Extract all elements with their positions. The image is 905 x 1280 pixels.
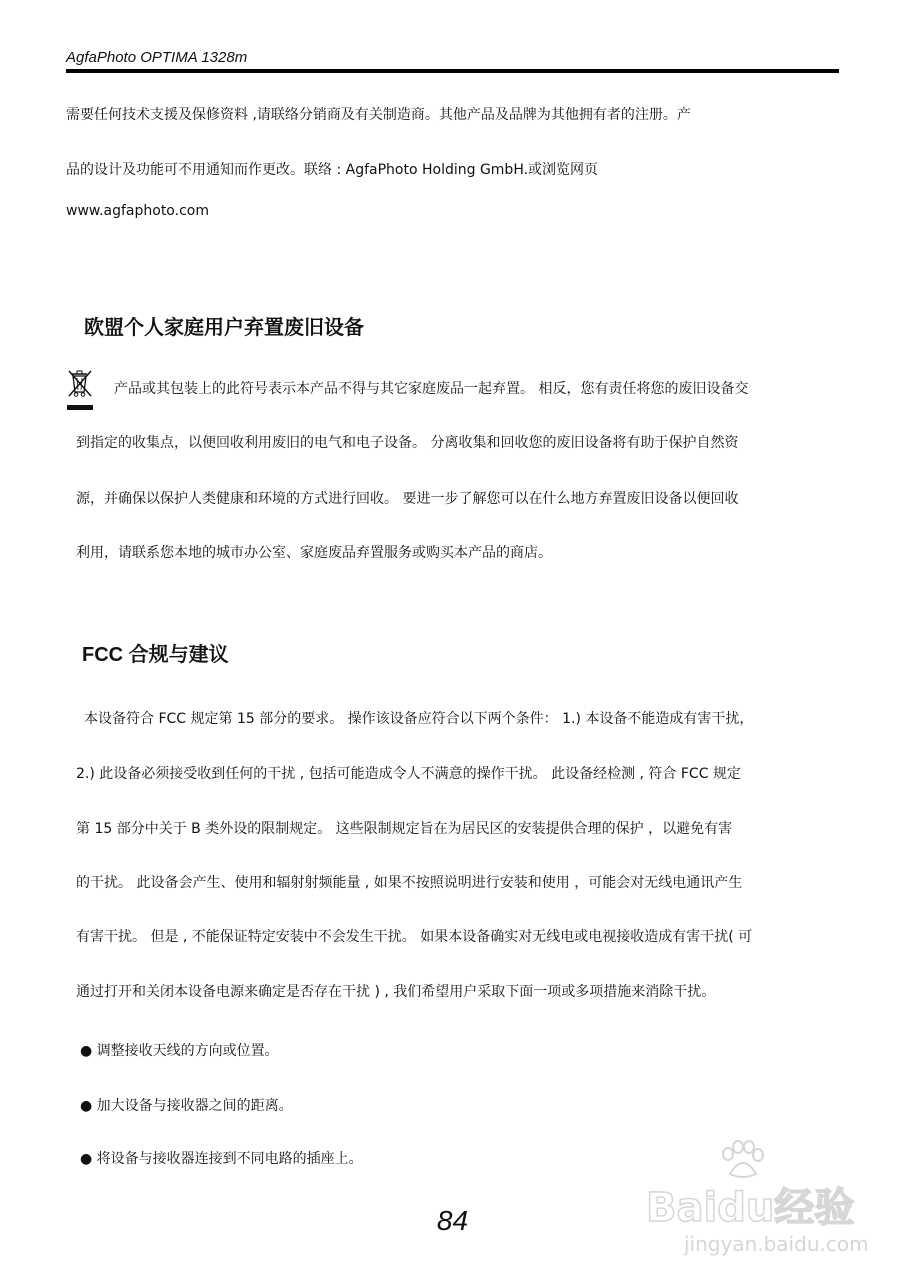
fcc-bullet-item: ● 调整接收天线的方向或位置。 — [80, 1043, 279, 1059]
paw-icon — [718, 1140, 766, 1180]
fcc-bullet-item: ● 加大设备与接收器之间的距离。 — [80, 1098, 293, 1114]
intro-line-1: 需要任何技术支援及保修资料 ,请联络分销商及有关制造商。其他产品及品牌为其他拥有者的注册。产 — [66, 107, 691, 123]
watermark-brand: Baidu经验 — [646, 1185, 855, 1231]
weee-paragraph-line: 利用，请联系您本地的城市办公室、家庭废品弃置服务或购买本产品的商店。 — [76, 545, 552, 561]
document-header-title: AgfaPhoto OPTIMA 1328m — [66, 49, 248, 66]
watermark-url: jingyan.baidu.com — [684, 1232, 869, 1256]
fcc-section-title: FCC 合规与建议 — [82, 644, 229, 666]
weee-paragraph-line: 产品或其包装上的此符号表示本产品不得与其它家庭废品一起弃置。 相反，您有责任将您的废旧设备交 — [114, 381, 749, 397]
crossed-out-wheelie-bin-icon — [66, 368, 94, 412]
fcc-paragraph-line: 的干扰。 此设备会产生、使用和辐射射频能量 , 如果不按照说明进行安装和使用 ，可能会对无线电通讯产生 — [76, 875, 743, 891]
baidu-watermark — [640, 1140, 890, 1265]
header-rule — [66, 69, 839, 73]
fcc-paragraph-line: 第 15 部分中关于 B 类外设的限制规定。 这些限制规定旨在为居民区的安装提供合理的保护 ，以避免有害 — [76, 821, 733, 837]
fcc-paragraph-line: 有害干扰。 但是 , 不能保证特定安装中不会发生干扰。 如果本设备确实对无线电或电视接收造成有害干扰( 可 — [76, 929, 753, 945]
fcc-paragraph-line: 通过打开和关闭本设备电源来确定是否存在干扰 ) , 我们希望用户采取下面一项或多项措施来消除干扰。 — [76, 984, 716, 1000]
intro-line-2: 品的设计及功能可不用通知而作更改。联络 : AgfaPhoto Holding GmbH.或浏览网页 — [66, 162, 599, 178]
fcc-bullet-item: ● 将设备与接收器连接到不同电路的插座上。 — [80, 1151, 363, 1167]
intro-website: www.agfaphoto.com — [66, 203, 209, 219]
fcc-paragraph-line: 2.) 此设备必须接受收到任何的干扰 , 包括可能造成令人不满意的操作干扰。 此设备经检测 , 符合 FCC 规定 — [76, 766, 741, 782]
weee-paragraph-line: 到指定的收集点，以便回收利用废旧的电气和电子设备。 分离收集和回收您的废旧设备将有助于保护自然资 — [76, 435, 739, 451]
fcc-paragraph-line: 本设备符合 FCC 规定第 15 部分的要求。 操作该设备应符合以下两个条件： 1.) 本设备不能造成有害干扰， — [84, 711, 754, 727]
page-number: 84 — [436, 1205, 469, 1236]
weee-paragraph-line: 源，并确保以保护人类健康和环境的方式进行回收。 要进一步了解您可以在什么地方弃置废旧设备以便回收 — [76, 491, 739, 507]
weee-section-title: 欧盟个人家庭用户弃置废旧设备 — [84, 315, 364, 339]
